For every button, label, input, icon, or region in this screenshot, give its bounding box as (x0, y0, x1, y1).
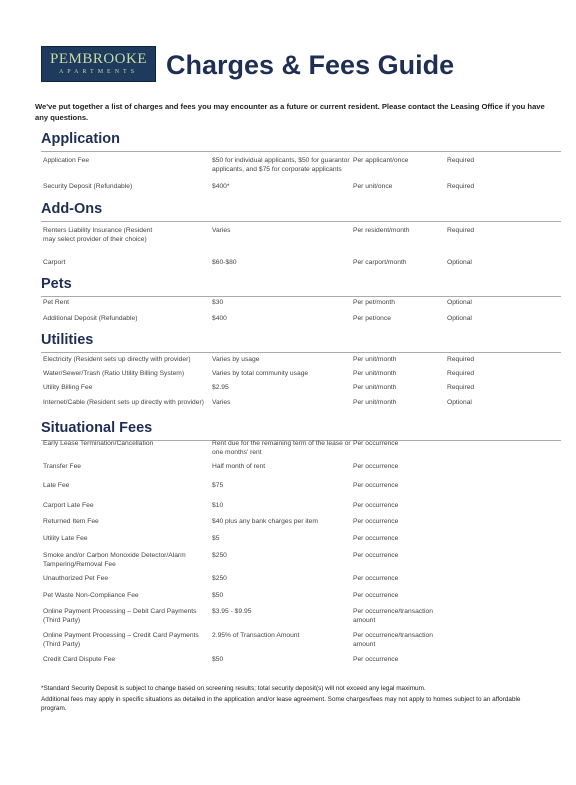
fee-frequency: Per occurrence/transaction amount (353, 632, 433, 648)
section-situational (41, 419, 561, 441)
pembrooke-logo (41, 46, 156, 82)
fee-frequency: Per unit/month (353, 384, 397, 391)
fee-frequency: Per unit/month (353, 356, 397, 363)
fee-name: Online Payment Processing – Debit Card Payments (Third Party) (43, 608, 197, 624)
fee-amount: $75 (212, 482, 224, 489)
fee-frequency: Per unit/month (353, 399, 397, 406)
fee-name: Smoke and/or Carbon Monoxide Detector/Alarm Tampering/Removal Fee (43, 552, 186, 568)
fee-name: Electricity (Resident sets up directly with provider) (43, 356, 191, 363)
fee-frequency: Per pet/month (353, 299, 396, 306)
section-addons (41, 200, 561, 222)
fee-amount: Varies (212, 399, 231, 406)
fee-amount: 2.95% of Transaction Amount (212, 632, 300, 639)
logo-wordmark: PEMBROOKE (49, 51, 147, 67)
fee-frequency: Per occurrence (353, 656, 399, 663)
fee-status: Optional (447, 399, 472, 406)
fee-amount: $50 (212, 592, 224, 599)
fee-amount: $5 (212, 535, 220, 542)
fee-amount: Varies (212, 227, 231, 234)
fee-frequency: Per applicant/once (353, 157, 409, 164)
fee-status: Required (447, 227, 475, 234)
section-application (41, 130, 561, 152)
fee-frequency: Per occurrence (353, 575, 399, 582)
fee-status: Required (447, 157, 475, 164)
fee-frequency: Per unit/once (353, 183, 393, 190)
fee-name: Internet/Cable (Resident sets up directly with provider) (43, 399, 204, 406)
fee-name: Security Deposit (Refundable) (43, 183, 133, 190)
fee-name: Carport (43, 259, 66, 266)
section-divider (41, 151, 561, 152)
fee-frequency: Per unit/month (353, 370, 397, 377)
fee-amount: Rent due for the remaining term of the lease or one months' rent (212, 440, 351, 456)
fee-frequency: Per occurrence (353, 502, 399, 509)
fee-amount: $10 (212, 502, 224, 509)
fee-frequency: Per carport/month (353, 259, 407, 266)
section-divider (41, 296, 561, 297)
fee-amount: Varies by total community usage (212, 370, 309, 377)
fee-name: Online Payment Processing – Credit Card Payments (Third Party) (43, 632, 199, 648)
fee-name: Pet Rent (43, 299, 70, 306)
fee-frequency: Per occurrence (353, 552, 399, 559)
fee-name: Carport Late Fee (43, 502, 94, 509)
fee-name: Application Fee (43, 157, 90, 164)
fee-status: Required (447, 356, 475, 363)
section-title: Utilities (41, 332, 94, 348)
fee-amount: Half month of rent (212, 463, 266, 470)
section-title: Situational Fees (41, 420, 153, 436)
fee-name: Credit Card Dispute Fee (43, 656, 116, 663)
fee-amount: $400 (212, 315, 227, 322)
fee-status: Optional (447, 315, 472, 322)
fee-amount: $40 plus any bank charges per item (212, 518, 318, 525)
fee-amount: $250 (212, 575, 227, 582)
fee-status: Optional (447, 259, 472, 266)
fee-frequency: Per resident/month (353, 227, 410, 234)
fee-amount: $60-$80 (212, 259, 237, 266)
fee-name: Unauthorized Pet Fee (43, 575, 109, 582)
fee-name: Pet Waste Non-Compliance Fee (43, 592, 139, 599)
fee-amount: $50 for individual applicants, $50 for guarantor applicants, and $75 for corporate applicants (212, 157, 350, 173)
fee-amount: $2.95 (212, 384, 229, 391)
fee-frequency: Per occurrence (353, 440, 399, 447)
fee-name: Returned Item Fee (43, 518, 99, 525)
section-title: Application (41, 131, 120, 147)
fee-frequency: Per occurrence (353, 592, 399, 599)
fee-amount: $3.95 - $9.95 (212, 608, 252, 615)
fee-frequency: Per occurrence (353, 518, 399, 525)
fee-frequency: Per occurrence/transaction amount (353, 608, 433, 624)
fee-name: Early Lease Termination/Cancellation (43, 440, 154, 447)
fee-name: Late Fee (43, 482, 70, 489)
fee-amount: $50 (212, 656, 224, 663)
section-utilities (41, 331, 561, 353)
footnote-deposit: *Standard Security Deposit is subject to change based on screening results; total security deposit(s) will not exceed any legal maximum. (41, 685, 426, 692)
fee-name: Utility Late Fee (43, 535, 88, 542)
fee-name: Water/Sewer/Trash (Ratio Utility Billing System) (43, 370, 185, 377)
fee-amount: Varies by usage (212, 356, 260, 363)
section-title: Add-Ons (41, 201, 103, 217)
section-divider (41, 352, 561, 353)
footnote-additional-fees: Additional fees may apply in specific situations as detailed in the application and/or lease agreement. Some charges/fees may not apply to homes subject to an affordable program. (41, 696, 521, 712)
fee-status: Required (447, 183, 475, 190)
fee-name: Transfer Fee (43, 463, 82, 470)
fee-name: Renters Liability Insurance (Resident may select provider of their choice) (43, 227, 153, 243)
fee-status: Optional (447, 299, 472, 306)
section-pets (41, 275, 561, 297)
section-title: Pets (41, 276, 72, 292)
fee-frequency: Per occurrence (353, 482, 399, 489)
logo-subtitle: APARTMENTS (58, 69, 139, 75)
intro-text: We've put together a list of charges and fees you may encounter as a future or current resident. Please contact the Leasing Office if you have any questions. (35, 102, 545, 122)
fee-amount: $30 (212, 299, 224, 306)
fee-amount: $400* (212, 183, 230, 190)
fee-name: Additional Deposit (Refundable) (43, 315, 138, 322)
fee-status: Required (447, 384, 475, 391)
fee-frequency: Per pet/once (353, 315, 391, 322)
section-divider (41, 221, 561, 222)
page-title: Charges & Fees Guide (166, 50, 455, 80)
fee-frequency: Per occurrence (353, 463, 399, 470)
fee-status: Required (447, 370, 475, 377)
fee-name: Utility Billing Fee (43, 384, 93, 391)
fee-amount: $250 (212, 552, 227, 559)
fee-frequency: Per occurrence (353, 535, 399, 542)
